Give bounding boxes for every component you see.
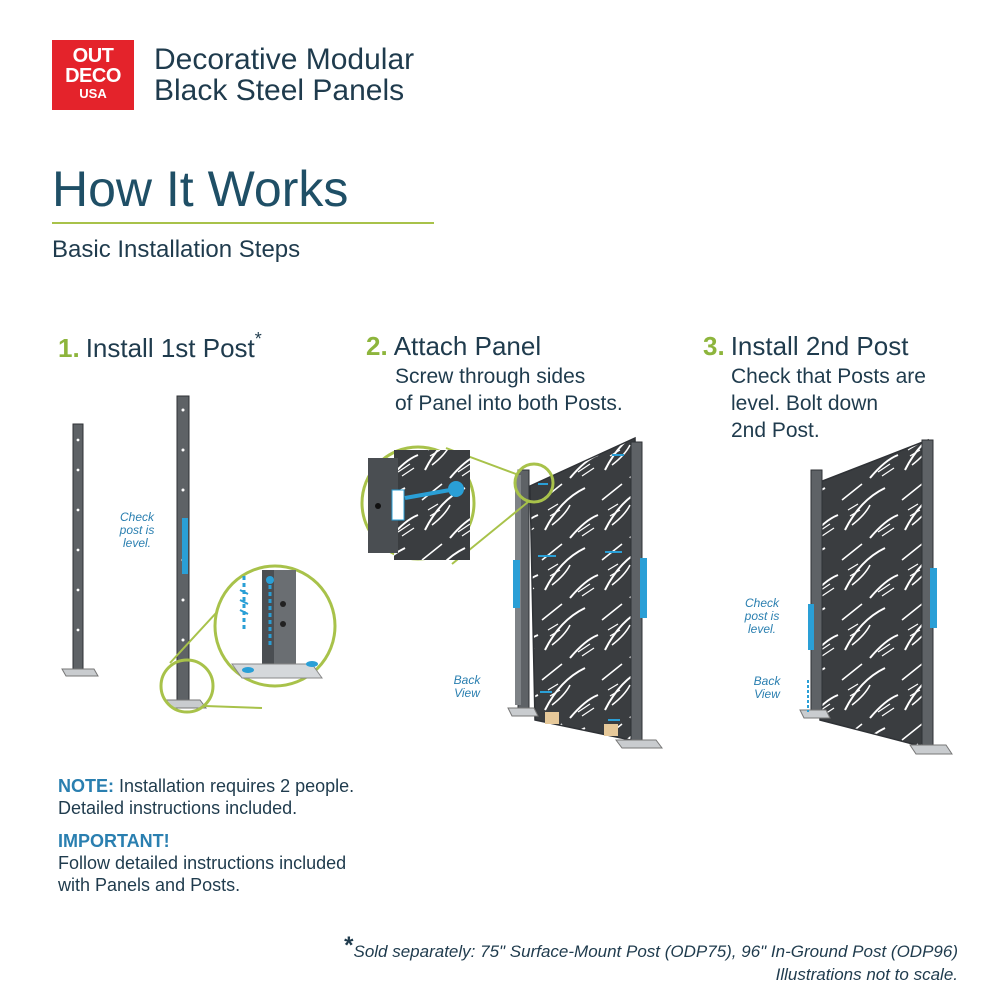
important-text1: Follow detailed instructions included [58,853,347,873]
step-2-desc-line1: Screw through sides [395,365,586,388]
step-3-number: 3. [703,331,725,361]
step2-panel-assembly [362,438,662,748]
back-view-label-2-line2: View [454,686,480,700]
check-level-label-1-line3: level. [122,536,151,550]
back-view-label-2 [449,674,485,700]
note-label: NOTE: [58,776,114,796]
step-1-label: Install 1st Post [85,333,255,363]
footer-line1 [344,932,958,963]
step-3-desc-line2: level. Bolt down [731,392,879,415]
footer-text1: Sold separately: 75" Surface-Mount Post (ODP75), 96" In-Ground Post (ODP96) [353,942,958,961]
footer-asterisk: * [344,932,354,959]
back-view-label-3-line2: View [754,687,780,701]
check-level-label-1-line2: post is [119,523,155,537]
step-1-number: 1. [58,333,80,363]
note-text2: Detailed instructions included. [58,798,298,818]
page-title: How It Works [52,161,349,217]
footer-text2: Illustrations not to scale. [775,965,958,984]
footer-disclaimer [344,932,958,986]
step-1-asterisk: * [254,329,262,349]
step-3-desc-line3: 2nd Post. [731,419,820,442]
check-level-label-1 [115,511,159,550]
important-text2: with Panels and Posts. [58,875,241,895]
check-level-label-3-line1: Check [744,596,779,610]
product-title-line2: Black Steel Panels [154,74,405,107]
check-level-label-1-line1: Check [119,510,154,524]
note-text1: Installation requires 2 people. [114,776,355,796]
back-view-label-3-line1: Back [753,674,781,688]
important-note [58,830,346,896]
step3-panel-assembly [800,440,952,754]
page-subtitle: Basic Installation Steps [52,236,301,263]
step-2-desc-line2: of Panel into both Posts. [395,392,623,415]
logo-line2: DECO [65,65,121,87]
installation-note [58,775,354,819]
note-line1 [58,775,354,797]
back-view-label-2-line1: Back [453,673,481,687]
logo-line3: USA [79,86,107,101]
check-level-label-3-line2: post is [744,609,780,623]
check-level-label-3 [740,597,784,636]
step-3-label: Install 2nd Post [730,331,909,361]
product-title-line1: Decorative Modular [154,43,415,76]
logo-line1: OUT [72,45,114,67]
check-level-label-3-line3: level. [747,622,776,636]
step-3-desc-line1: Check that Posts are [731,365,926,388]
step-2-label: Attach Panel [393,331,542,361]
step-2-number: 2. [366,331,388,361]
back-view-label-3 [749,675,785,701]
step1-post-small [62,424,98,676]
important-label: IMPORTANT! [58,831,170,851]
